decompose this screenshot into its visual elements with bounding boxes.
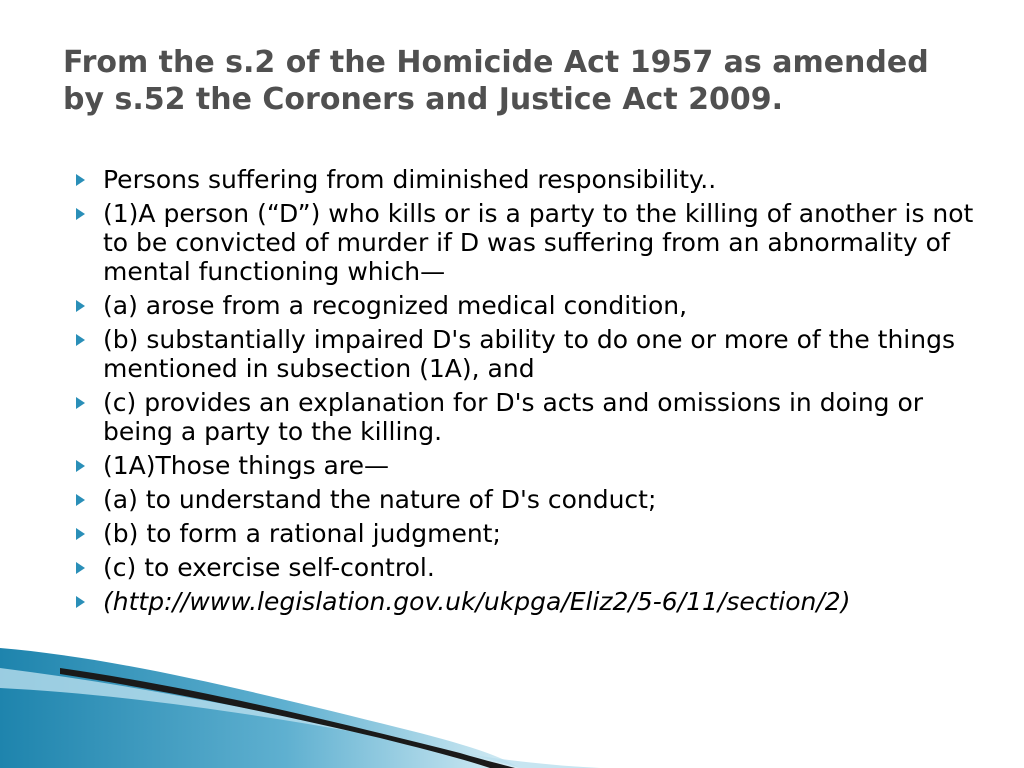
bullet-text: Persons suffering from diminished responsibility..	[103, 165, 717, 194]
decorative-wave-graphic	[0, 638, 700, 768]
bullet-item-source-link[interactable]	[74, 587, 974, 616]
triangle-right-icon	[76, 174, 85, 186]
triangle-right-icon	[76, 208, 85, 220]
bullet-item	[74, 291, 974, 320]
triangle-right-icon	[76, 397, 85, 409]
bullet-item	[74, 553, 974, 582]
bullet-item	[74, 165, 974, 194]
triangle-right-icon	[76, 596, 85, 608]
triangle-right-icon	[76, 460, 85, 472]
bullet-item	[74, 485, 974, 514]
slide-title: From the s.2 of the Homicide Act 1957 as amended by s.52 the Coroners and Justice Act 2009.	[63, 45, 929, 117]
triangle-right-icon	[76, 300, 85, 312]
bullet-item	[74, 325, 974, 383]
triangle-right-icon	[76, 494, 85, 506]
triangle-right-icon	[76, 562, 85, 574]
bullet-item	[74, 519, 974, 548]
bullet-text: (c) provides an explanation for D's acts and omissions in doing or being a party to the killing.	[103, 388, 924, 446]
bullet-text: (1A)Those things are—	[103, 451, 389, 480]
bullet-item	[74, 451, 974, 480]
bullet-text: (b) substantially impaired D's ability to do one or more of the things mentioned in subsection (1A), and	[103, 325, 955, 383]
bullet-item	[74, 199, 974, 286]
bullet-item	[74, 388, 974, 446]
triangle-right-icon	[76, 334, 85, 346]
source-link-text[interactable]: (http://www.legislation.gov.uk/ukpga/Eliz2/5-6/11/section/2)	[103, 587, 851, 616]
bullet-text: (b) to form a rational judgment;	[103, 519, 501, 548]
bullet-text: (1)A person (“D”) who kills or is a party to the killing of another is not to be convicted of murder if D was suffering from an abnormality of mental functioning which—	[103, 199, 974, 286]
triangle-right-icon	[76, 528, 85, 540]
bullet-list	[74, 165, 974, 621]
bullet-text: (a) to understand the nature of D's conduct;	[103, 485, 657, 514]
bullet-text: (a) arose from a recognized medical condition,	[103, 291, 688, 320]
bullet-text: (c) to exercise self-control.	[103, 553, 435, 582]
